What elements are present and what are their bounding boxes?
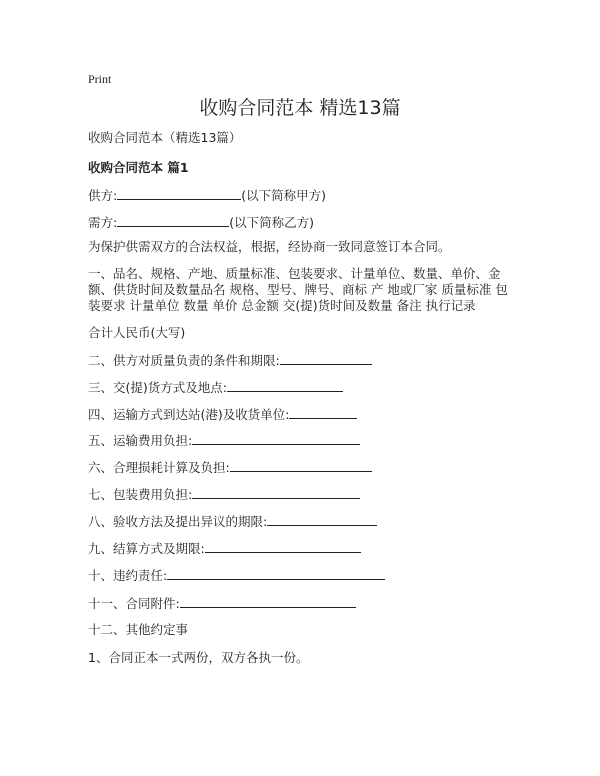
clause-blank [230, 459, 372, 472]
supplier-suffix: (以下简称甲方) [241, 188, 326, 203]
clause-10 [88, 567, 385, 584]
supplier-label: 供方: [88, 188, 118, 203]
clause-blank [180, 595, 356, 608]
clause-12: 十二、其他约定事 [88, 622, 189, 637]
subtitle: 收购合同范本（精选13篇） [88, 130, 242, 145]
clause-label: 十一、合同附件: [88, 596, 180, 611]
print-link[interactable]: Print [88, 72, 112, 86]
buyer-label: 需方: [88, 215, 118, 230]
buyer-line [88, 214, 314, 231]
clause-3 [88, 379, 343, 396]
page-title: 收购合同范本 精选13篇 [199, 97, 401, 119]
clause-9 [88, 540, 361, 557]
clause-blank [205, 540, 361, 553]
section-heading: 收购合同范本 篇1 [88, 160, 189, 175]
clause-blank [192, 432, 360, 445]
clause-label: 十、违约责任: [88, 568, 168, 583]
clause-blank [280, 352, 372, 365]
clause-label: 六、合理损耗计算及负担: [88, 460, 230, 475]
clause-label: 四、运输方式到达站(港)及收货单位: [88, 407, 290, 422]
clause-label: 九、结算方式及期限: [88, 541, 205, 556]
clause-5 [88, 432, 360, 449]
total-label: 合计人民币(大写) [88, 325, 186, 340]
buyer-suffix: (以下简称乙方) [229, 215, 314, 230]
clause-label: 二、供方对质量负责的条件和期限: [88, 353, 280, 368]
supplier-line [88, 187, 326, 204]
clause-blank [192, 486, 360, 499]
clause-blank [267, 513, 377, 526]
clause-6 [88, 459, 372, 476]
item-1: 1、合同正本一式两份，双方各执一份。 [88, 650, 309, 665]
clause-8 [88, 513, 377, 530]
clause-7 [88, 486, 360, 503]
buyer-blank [117, 214, 229, 227]
intro-text: 为保护供需双方的合法权益，根据，经协商一致同意签订本合同。 [88, 239, 451, 254]
clause-2 [88, 352, 372, 369]
clause-label: 三、交(提)货方式及地点: [88, 380, 227, 395]
clause-blank [227, 379, 343, 392]
clause-label: 七、包装费用负担: [88, 487, 193, 502]
clause-blank [289, 406, 357, 419]
clause-4 [88, 406, 357, 423]
clause-label: 五、运输费用负担: [88, 433, 193, 448]
clause-label: 八、验收方法及提出异议的期限: [88, 514, 268, 529]
supplier-blank [117, 187, 241, 200]
clause-blank [167, 567, 385, 580]
clause-1: 一、品名、规格、产地、质量标准、包装要求、计量单位、数量、单价、金额、供货时间及数量品名 规格、型号、牌号、商标 产 地或厂家 质量标准 包装要求 计量单位 数量 单价 总金额 交(提)货时间及数量 备注 执行记录 [88, 266, 508, 313]
clause-11 [88, 595, 356, 612]
